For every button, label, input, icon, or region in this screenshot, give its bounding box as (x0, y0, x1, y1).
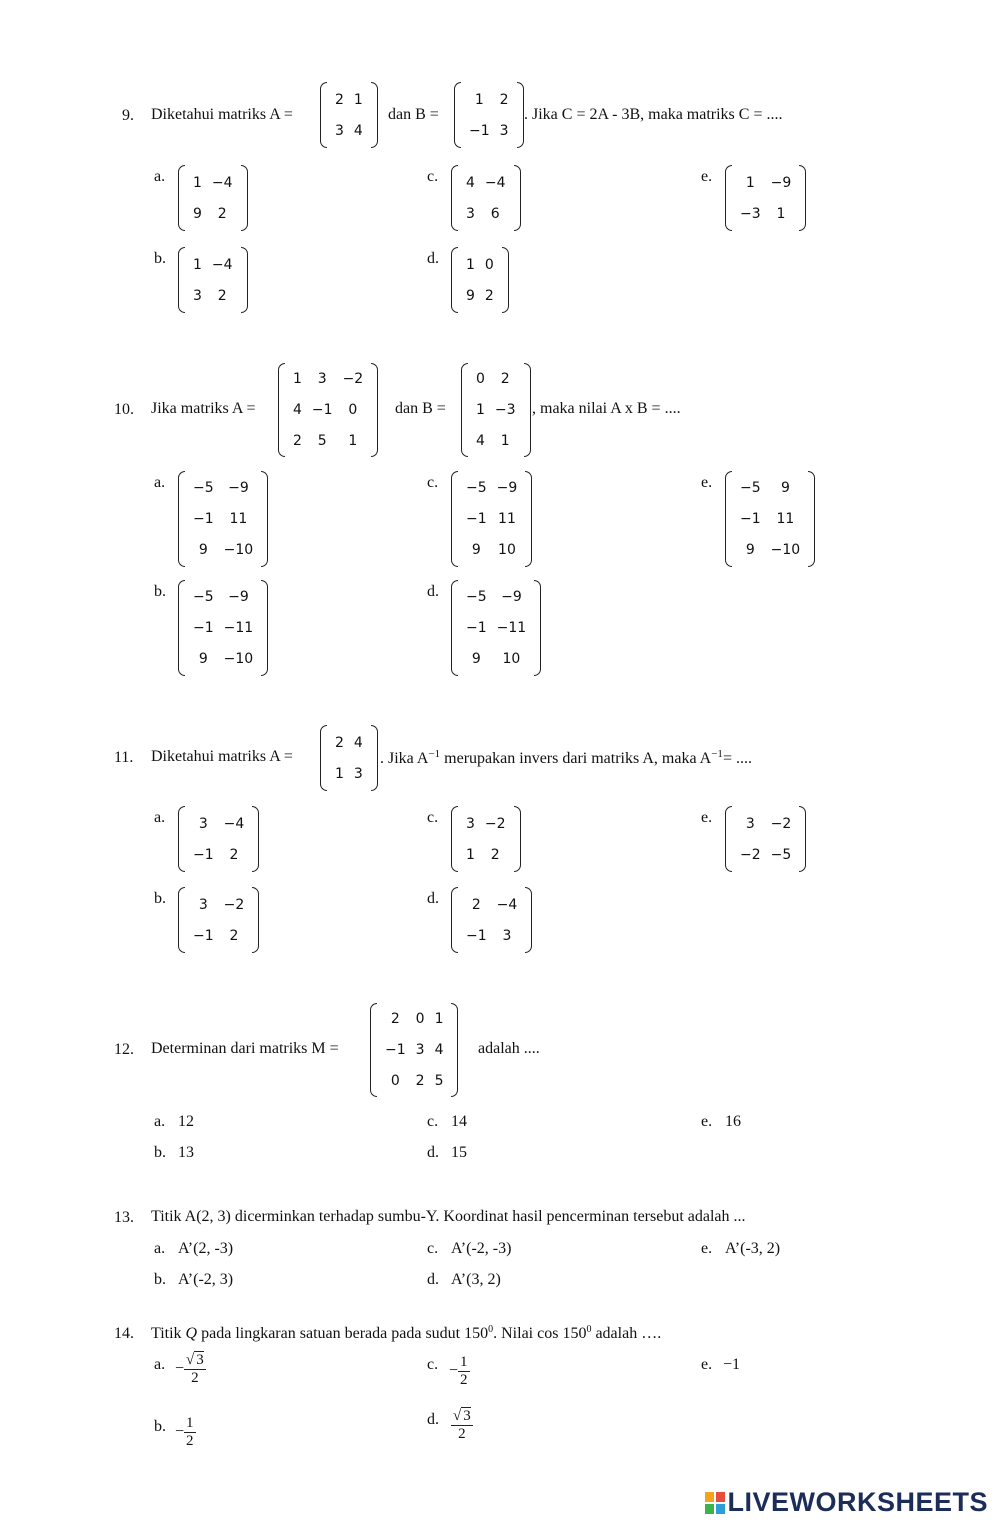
matrix-cell: −2 (342, 371, 364, 387)
matrix-cell: 1 (466, 256, 475, 273)
matrix-cell: −9 (501, 589, 522, 605)
matrix-cell: 9 (780, 480, 790, 496)
matrix-cell: 11 (498, 511, 516, 527)
matrix-cell: −4 (484, 174, 506, 191)
question-12-stem-pre: Determinan dari matriks M = (151, 1040, 339, 1057)
matrix-cell: −1 (466, 620, 487, 636)
left-paren (725, 806, 732, 872)
question-14-stem: Titik Q pada lingkaran satuan berada pada sudut $150^0$. Nilai $\cos 150^0$ adalah …. (151, 1324, 662, 1343)
right-paren (261, 580, 268, 676)
matrix-9-B (454, 82, 524, 148)
right-paren (252, 887, 259, 953)
q13-option-b-value: A’(-2, 3) (178, 1271, 234, 1288)
matrix-cell: −4 (211, 256, 233, 273)
matrix-cell: 9 (198, 542, 208, 558)
matrix-cell: 3 (415, 1042, 425, 1058)
left-paren (451, 887, 458, 953)
matrix-cell: 1 (776, 205, 786, 222)
matrix-cell: 1 (193, 256, 202, 273)
matrix-cell: 1 (434, 1011, 444, 1027)
q10-option-a-label[interactable]: a. (154, 474, 166, 491)
q13-option-d-value: A’(3, 2) (451, 1271, 501, 1288)
matrix-cell: −1 (469, 122, 490, 139)
right-paren (808, 471, 815, 567)
matrix-cell: 4 (353, 122, 363, 139)
matrix-cell: 9 (471, 542, 481, 558)
q12-option-c-label[interactable]: c. (427, 1113, 439, 1130)
matrix-cell: −5 (466, 480, 487, 496)
matrix-cell: 4 (434, 1042, 444, 1058)
matrix-cell: 2 (293, 433, 302, 449)
matrix-cell: 2 (217, 205, 227, 222)
q9-option-a-matrix (178, 165, 248, 231)
matrix-cell: 0 (476, 371, 485, 387)
matrix-cell: 1 (474, 91, 484, 108)
matrix-cell: −5 (193, 589, 214, 605)
matrix-cell: 3 (198, 815, 208, 832)
matrix-cell: −9 (770, 174, 792, 191)
question-9-stem-mid: dan B = (388, 106, 439, 123)
q14-option-e-value: −1 (723, 1356, 741, 1373)
question-12-stem-post: adalah .... (478, 1040, 540, 1057)
matrix-cell: −2 (223, 896, 245, 913)
matrix-cell: −9 (228, 589, 249, 605)
matrix-cell: −2 (484, 815, 506, 832)
matrix-12-M (370, 1003, 458, 1097)
question-9-number: 9. (122, 107, 134, 124)
matrix-cell: 3 (745, 815, 755, 832)
question-10-stem-pre: Jika matriks A = (151, 400, 256, 417)
matrix-cell: 3 (466, 815, 475, 832)
matrix-cell: 2 (335, 734, 344, 751)
matrix-cell: 5 (434, 1073, 444, 1089)
matrix-cell: −1 (740, 511, 761, 527)
liveworksheets-logo (705, 1487, 988, 1518)
matrix-cell: −5 (740, 480, 761, 496)
matrix-cell: −10 (223, 651, 254, 667)
left-paren (320, 725, 327, 791)
right-paren (261, 471, 268, 567)
q12-option-e-value: 16 (725, 1113, 741, 1130)
matrix-cell: 9 (466, 287, 475, 304)
matrix-cell: −1 (193, 927, 214, 944)
matrix-cell: −1 (193, 511, 214, 527)
matrix-cell: −1 (466, 927, 487, 944)
question-9-stem-post: . Jika C = 2A - 3B, maka matriks C = .... (524, 106, 783, 123)
q10-option-b-matrix (178, 580, 268, 676)
matrix-cell: −2 (770, 815, 792, 832)
matrix-cell: 4 (293, 402, 302, 418)
matrix-cell: 2 (229, 846, 239, 863)
matrix-11-A (320, 725, 378, 791)
left-paren (451, 580, 458, 676)
left-paren (178, 165, 185, 231)
q12-option-a-label[interactable]: a. (154, 1113, 166, 1130)
q13-option-a-label[interactable]: a. (154, 1240, 166, 1257)
q10-option-e-label[interactable]: e. (701, 474, 713, 491)
left-paren (451, 471, 458, 567)
matrix-cell: 10 (498, 542, 516, 558)
matrix-cell: 1 (348, 433, 358, 449)
liveworksheets-logo-icon (705, 1492, 725, 1514)
left-paren (178, 806, 185, 872)
matrix-cell: 2 (390, 1011, 400, 1027)
q10-option-c-matrix (451, 471, 532, 567)
q12-option-e-label[interactable]: e. (701, 1113, 713, 1130)
matrix-cell: 1 (353, 91, 363, 108)
question-9-stem-pre: Diketahui matriks A = (151, 106, 293, 123)
question-12-number: 12. (114, 1041, 134, 1058)
matrix-cell: 9 (471, 651, 481, 667)
matrix-cell: 2 (499, 91, 509, 108)
matrix-cell: 1 (293, 371, 302, 387)
left-paren (451, 247, 458, 313)
q11-option-e-label[interactable]: e. (701, 809, 713, 826)
question-11-stem-post: . Jika $A^{-1}$ merupakan invers dari matriks A, maka $A^{-1}=$ .... (380, 748, 752, 768)
q10-option-c-label[interactable]: c. (427, 474, 439, 491)
q9-option-e-matrix (725, 165, 806, 231)
left-paren (461, 363, 468, 457)
matrix-cell: 4 (466, 174, 475, 191)
q9-option-b-matrix (178, 247, 248, 313)
left-paren (178, 887, 185, 953)
matrix-cell: −9 (228, 480, 249, 496)
right-paren (799, 165, 806, 231)
q14-option-c-value: − $\frac{1}{2}$ (449, 1354, 468, 1389)
q10-option-b-label[interactable]: b. (154, 583, 166, 600)
right-paren (514, 806, 521, 872)
q13-option-a-value: A’(2, -3) (178, 1240, 234, 1257)
matrix-cell: −3 (740, 205, 761, 222)
matrix-cell: −1 (193, 846, 214, 863)
q13-option-e-label[interactable]: e. (701, 1240, 713, 1257)
matrix-cell: 3 (499, 122, 509, 139)
q14-option-b-value: − $\frac{1}{2}$ (175, 1415, 194, 1450)
q12-option-a-value: 12 (178, 1113, 194, 1130)
matrix-cell: −1 (466, 511, 487, 527)
q9-option-d-label[interactable]: d. (427, 250, 439, 267)
right-paren (451, 1003, 458, 1097)
matrix-cell: 6 (490, 205, 500, 222)
left-paren (278, 363, 285, 457)
matrix-cell: 3 (193, 287, 202, 304)
matrix-cell: 1 (476, 402, 485, 418)
q10-option-d-matrix (451, 580, 541, 676)
left-paren (454, 82, 461, 148)
question-14-number: 14. (114, 1325, 134, 1342)
left-paren (370, 1003, 377, 1097)
left-paren (178, 580, 185, 676)
q9-option-c-matrix (451, 165, 521, 231)
q13-option-e-value: A’(-3, 2) (725, 1240, 781, 1257)
matrix-cell: −1 (193, 620, 214, 636)
q13-option-c-label[interactable]: c. (427, 1240, 439, 1257)
matrix-cell: 11 (776, 511, 795, 527)
matrix-10-B (461, 363, 531, 457)
q11-option-d-label[interactable]: d. (427, 890, 439, 907)
q11-option-c-label[interactable]: c. (427, 809, 439, 826)
q14-option-e-label[interactable]: e. (701, 1356, 713, 1373)
left-paren (725, 471, 732, 567)
matrix-cell: 0 (484, 256, 494, 273)
matrix-cell: 2 (471, 896, 481, 913)
matrix-cell: 1 (466, 846, 475, 863)
matrix-cell: 2 (229, 927, 239, 944)
left-paren (451, 165, 458, 231)
right-paren (371, 82, 378, 148)
q12-option-b-label[interactable]: b. (154, 1144, 166, 1161)
matrix-cell: 3 (466, 205, 475, 222)
q9-option-b-label[interactable]: b. (154, 250, 166, 267)
q11-option-a-label[interactable]: a. (154, 809, 166, 826)
matrix-cell: 2 (490, 846, 500, 863)
q9-option-c-label[interactable]: c. (427, 168, 439, 185)
matrix-cell: 3 (198, 896, 208, 913)
right-paren (799, 806, 806, 872)
matrix-cell: −1 (311, 402, 333, 418)
q13-option-c-value: A’(-2, -3) (451, 1240, 512, 1257)
matrix-9-A (320, 82, 378, 148)
question-10-stem-mid: dan B = (395, 400, 446, 417)
matrix-cell: 3 (502, 927, 512, 944)
question-13-stem: Titik A(2, 3) dicerminkan terhadap sumbu-Y. Koordinat hasil pencerminan tersebut adalah ... (151, 1208, 746, 1225)
right-paren (534, 580, 541, 676)
matrix-cell: −9 (496, 480, 518, 496)
right-paren (502, 247, 509, 313)
q12-option-d-label[interactable]: d. (427, 1144, 439, 1161)
matrix-cell: 9 (745, 542, 755, 558)
right-paren (252, 806, 259, 872)
matrix-cell: −5 (770, 846, 792, 863)
matrix-cell: 10 (502, 651, 521, 667)
q14-option-d-label[interactable]: d. (427, 1411, 439, 1428)
right-paren (371, 363, 378, 457)
q9-option-e-label[interactable]: e. (701, 168, 713, 185)
q14-option-b-label[interactable]: b. (154, 1418, 166, 1435)
matrix-cell: 3 (317, 371, 327, 387)
q10-option-d-label[interactable]: d. (427, 583, 439, 600)
question-10-number: 10. (114, 401, 134, 418)
matrix-cell: 1 (500, 433, 510, 449)
matrix-cell: −11 (496, 620, 527, 636)
matrix-cell: 5 (317, 433, 327, 449)
matrix-cell: 2 (500, 371, 510, 387)
matrix-cell: −5 (466, 589, 487, 605)
q9-option-a-label[interactable]: a. (154, 168, 166, 185)
matrix-cell: 1 (745, 174, 755, 191)
matrix-cell: −1 (385, 1042, 406, 1058)
q9-option-d-matrix (451, 247, 509, 313)
matrix-cell: 1 (193, 174, 202, 191)
q10-option-a-matrix (178, 471, 268, 567)
matrix-cell: 4 (353, 734, 363, 751)
right-paren (371, 725, 378, 791)
matrix-cell: 2 (484, 287, 494, 304)
left-paren (725, 165, 732, 231)
matrix-cell: −10 (223, 542, 254, 558)
matrix-cell: 2 (217, 287, 227, 304)
question-11-stem-pre: Diketahui matriks A = (151, 748, 293, 765)
right-paren (241, 165, 248, 231)
matrix-cell: 4 (476, 433, 485, 449)
q14-option-a-label[interactable]: a. (154, 1356, 166, 1373)
matrix-cell: −4 (496, 896, 518, 913)
q12-option-d-value: 15 (451, 1144, 467, 1161)
q14-option-d-value: $\frac{√ 3}{2}$ (453, 1408, 471, 1443)
left-paren (178, 247, 185, 313)
q12-option-c-value: 14 (451, 1113, 467, 1130)
matrix-10-A (278, 363, 378, 457)
matrix-cell: −5 (193, 480, 214, 496)
matrix-cell: −2 (740, 846, 761, 863)
matrix-cell: 0 (390, 1073, 400, 1089)
right-paren (525, 887, 532, 953)
q11-option-c-matrix (451, 806, 521, 872)
q14-option-a-value: − $\frac{√ 3}{2}$ (175, 1352, 204, 1387)
matrix-cell: −4 (211, 174, 233, 191)
matrix-cell: 0 (415, 1011, 425, 1027)
liveworksheets-logo-text: LIVEWORKSHEETS (727, 1487, 988, 1517)
right-paren (241, 247, 248, 313)
matrix-cell: 3 (335, 122, 344, 139)
left-paren (451, 806, 458, 872)
question-11-number: 11. (114, 749, 134, 766)
q11-option-e-matrix (725, 806, 806, 872)
q14-option-c-label[interactable]: c. (427, 1356, 439, 1373)
matrix-cell: 1 (335, 765, 344, 782)
matrix-cell: −3 (494, 402, 516, 418)
right-paren (525, 471, 532, 567)
left-paren (320, 82, 327, 148)
question-13-number: 13. (114, 1209, 134, 1226)
matrix-cell: 9 (193, 205, 202, 222)
q13-option-b-label[interactable]: b. (154, 1271, 166, 1288)
right-paren (524, 363, 531, 457)
matrix-cell: 2 (335, 91, 344, 108)
matrix-cell: −4 (223, 815, 245, 832)
matrix-cell: −10 (770, 542, 801, 558)
matrix-cell: 3 (353, 765, 363, 782)
matrix-cell: 9 (198, 651, 208, 667)
right-paren (517, 82, 524, 148)
q11-option-d-matrix (451, 887, 532, 953)
right-paren (514, 165, 521, 231)
left-paren (178, 471, 185, 567)
matrix-cell: 11 (229, 511, 248, 527)
q12-option-b-value: 13 (178, 1144, 194, 1161)
q10-option-e-matrix (725, 471, 815, 567)
q11-option-b-label[interactable]: b. (154, 890, 166, 907)
q11-option-b-matrix (178, 887, 259, 953)
matrix-cell: 0 (348, 402, 358, 418)
matrix-cell: 2 (415, 1073, 425, 1089)
q13-option-d-label[interactable]: d. (427, 1271, 439, 1288)
q11-option-a-matrix (178, 806, 259, 872)
question-10-stem-post: , maka nilai A x B = .... (532, 400, 681, 417)
matrix-cell: −11 (223, 620, 254, 636)
